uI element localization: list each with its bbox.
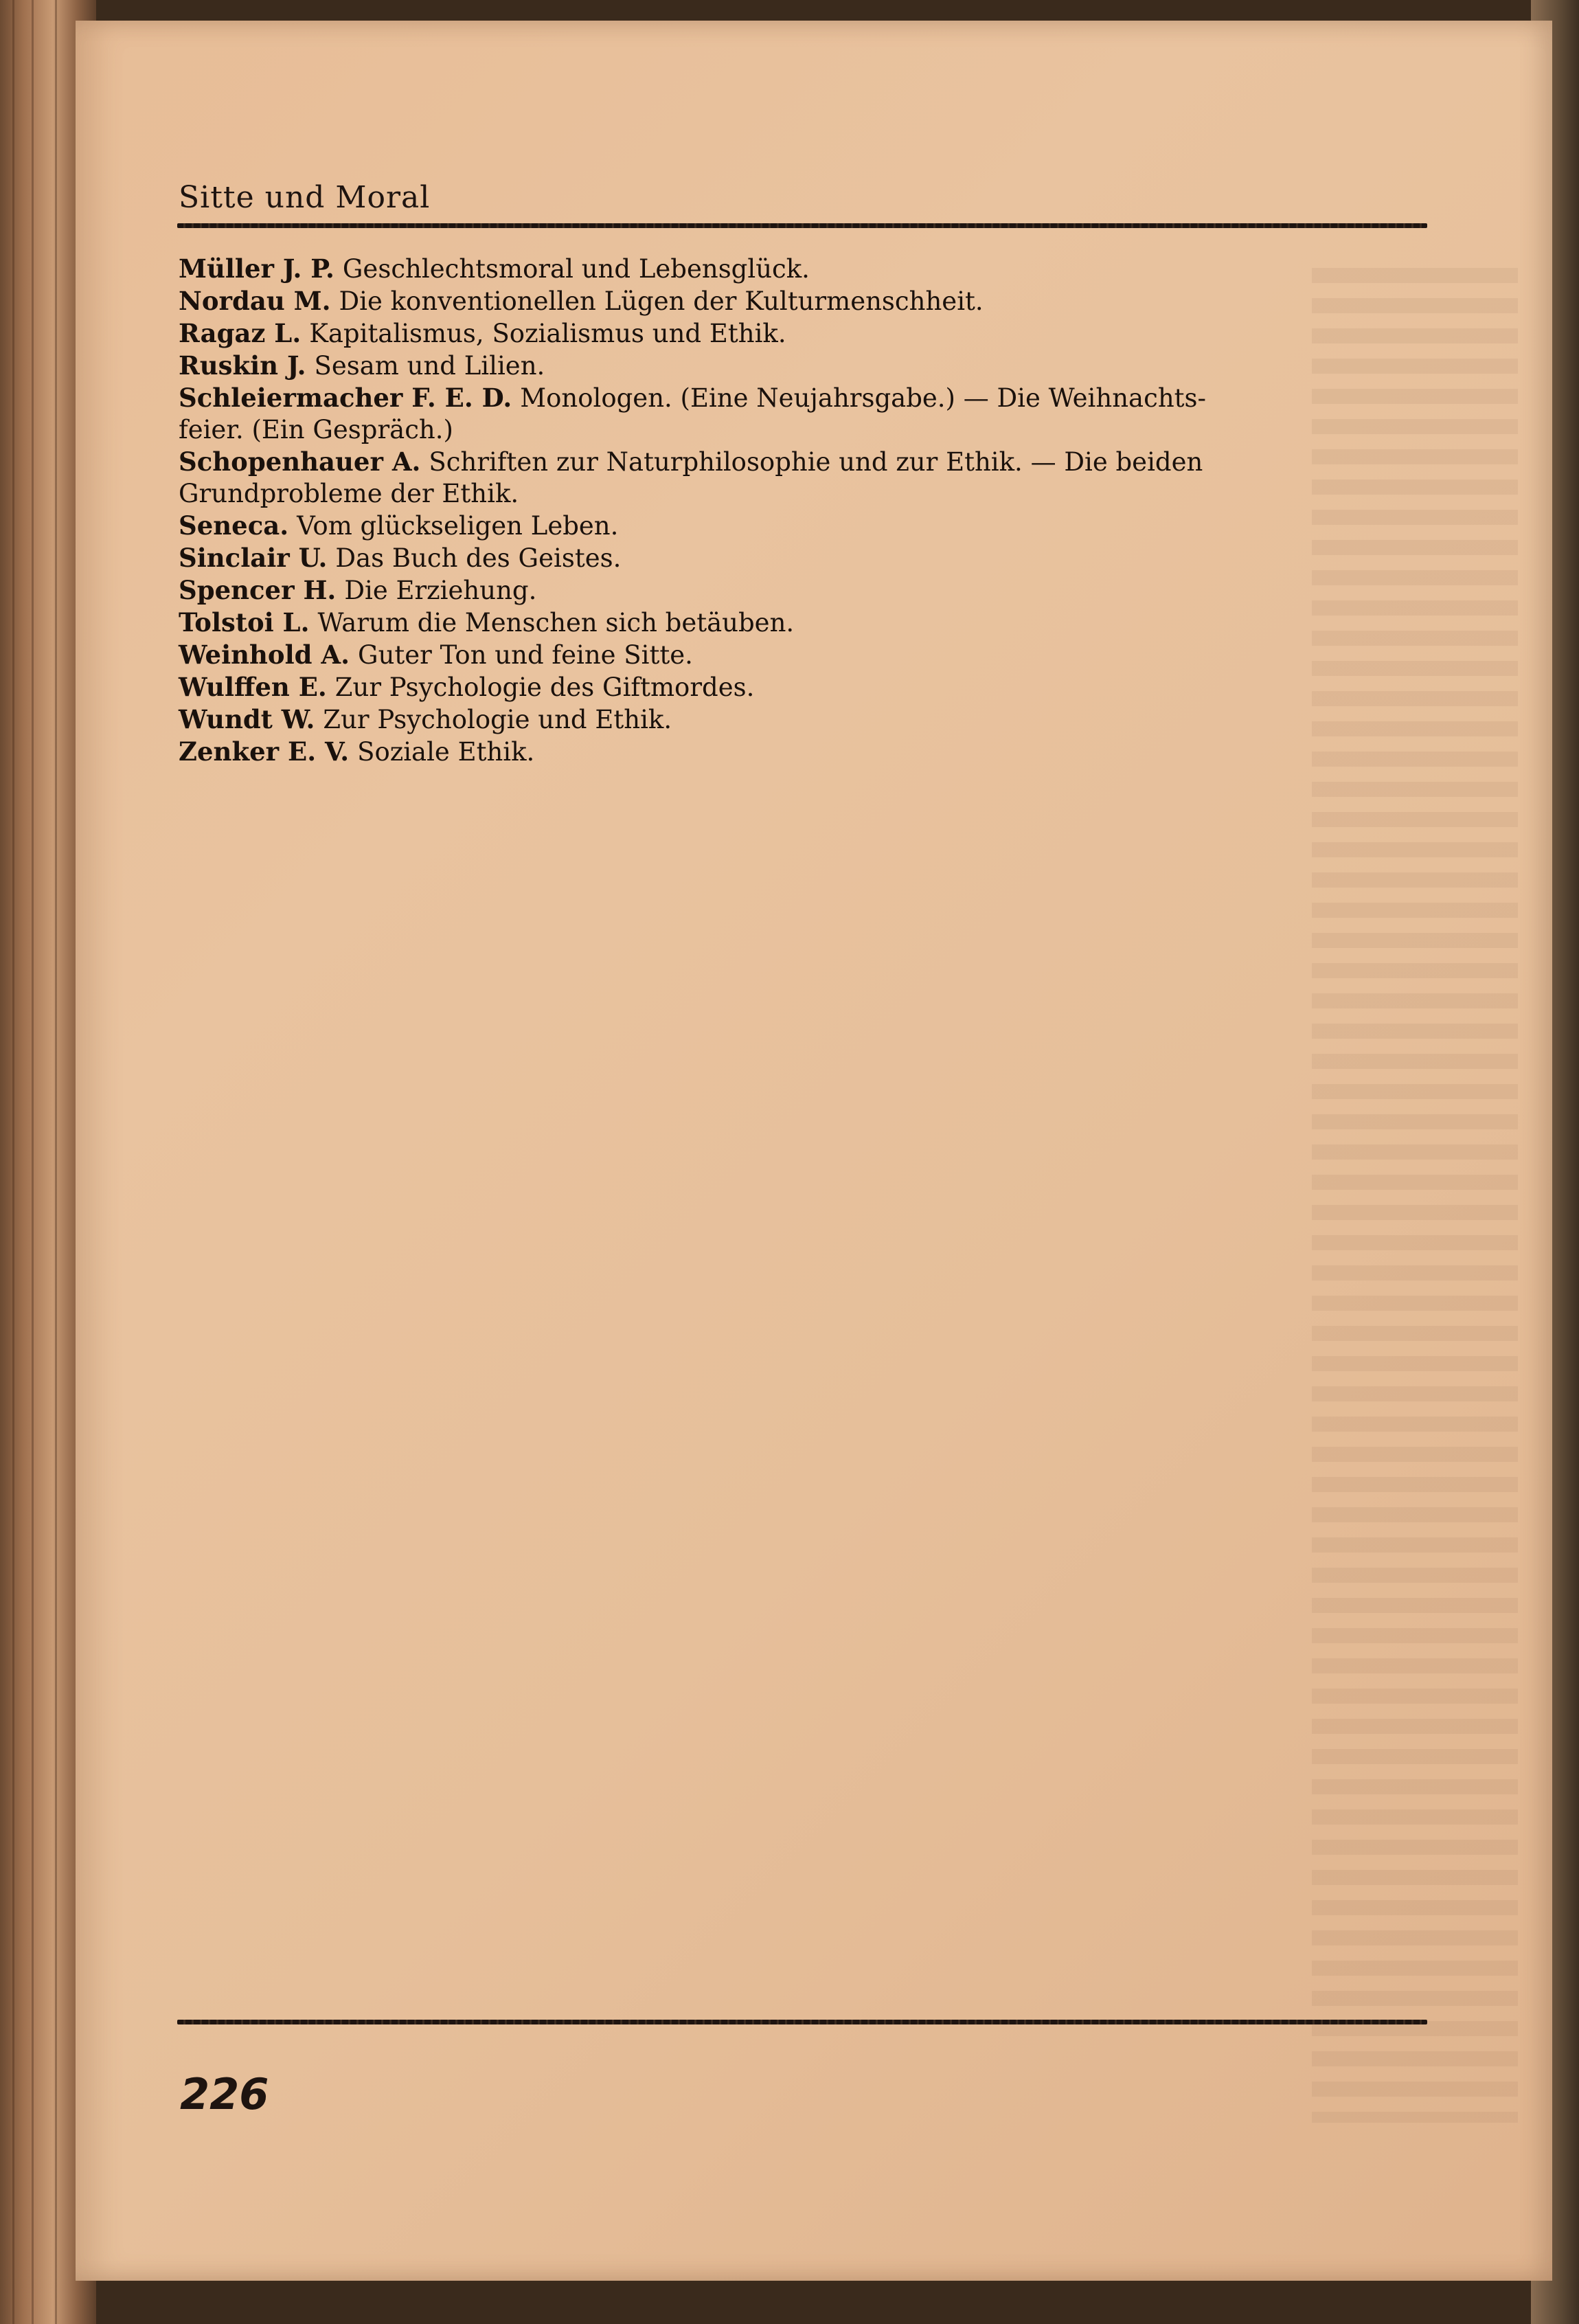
entry-title: Schriften zur Naturphilosophie und zur Ethik. — Die beiden: [429, 447, 1203, 477]
header-rule: [177, 223, 1427, 228]
entry-title: Geschlechtsmoral und Lebensglück.: [342, 254, 810, 284]
entry-title: Sesam und Lilien.: [314, 351, 545, 381]
entry-author: Wundt W.: [179, 704, 315, 734]
entry-title: Zur Psychologie und Ethik.: [323, 705, 672, 734]
entry-author: Zenker E. V.: [179, 736, 350, 767]
footer-rule: [177, 2020, 1427, 2024]
entry-author: Schopenhauer A.: [179, 447, 421, 477]
list-item: [179, 671, 1429, 703]
entry-author: Spencer H.: [179, 575, 337, 605]
entry-title: Warum die Menschen sich betäuben.: [317, 608, 795, 638]
list-item: [179, 382, 1429, 446]
list-item: [179, 542, 1429, 574]
page-number: 226: [180, 2069, 269, 2119]
entry-title: Die Erziehung.: [344, 576, 537, 605]
entry-title: Guter Ton und feine Sitte.: [358, 640, 693, 670]
entry-title: Das Buch des Geistes.: [335, 543, 622, 573]
edge-stripe: [32, 0, 34, 2324]
list-item: [179, 736, 1429, 768]
list-item: [179, 703, 1429, 736]
list-item: [179, 317, 1429, 350]
entry-title-continued: Grundprobleme der Ethik.: [179, 479, 519, 508]
entry-title: Soziale Ethik.: [357, 737, 535, 767]
list-item: [179, 639, 1429, 671]
entry-author: Wulffen E.: [179, 672, 327, 702]
entry-title: Monologen. (Eine Neujahrsgabe.) — Die Weihnachts-: [520, 383, 1207, 413]
entry-title: Kapitalismus, Sozialismus und Ethik.: [309, 319, 786, 348]
running-head: Sitte und Moral: [179, 180, 431, 215]
edge-stripe: [12, 0, 14, 2324]
bibliography-list: [179, 253, 1429, 768]
list-item: [179, 446, 1429, 510]
entry-author: Ragaz L.: [179, 318, 302, 348]
list-item: [179, 574, 1429, 607]
entry-author: Müller J. P.: [179, 253, 334, 284]
list-item: [179, 607, 1429, 639]
entry-author: Nordau M.: [179, 286, 331, 316]
entry-title-continued: feier. (Ein Gespräch.): [179, 415, 453, 444]
edge-stripe: [55, 0, 57, 2324]
list-item: [179, 285, 1429, 317]
entry-title: Zur Psychologie des Giftmordes.: [334, 673, 755, 702]
list-item: [179, 510, 1429, 542]
list-item: [179, 350, 1429, 382]
entry-title: Die konventionellen Lügen der Kulturmenschheit.: [339, 286, 984, 316]
entry-author: Seneca.: [179, 510, 289, 541]
entry-author: Schleiermacher F. E. D.: [179, 383, 512, 413]
entry-author: Weinhold A.: [179, 640, 350, 670]
entry-author: Sinclair U.: [179, 543, 328, 573]
entry-author: Ruskin J.: [179, 350, 306, 381]
entry-title: Vom glückseligen Leben.: [297, 511, 619, 541]
entry-author: Tolstoi L.: [179, 607, 310, 638]
list-item: [179, 253, 1429, 285]
